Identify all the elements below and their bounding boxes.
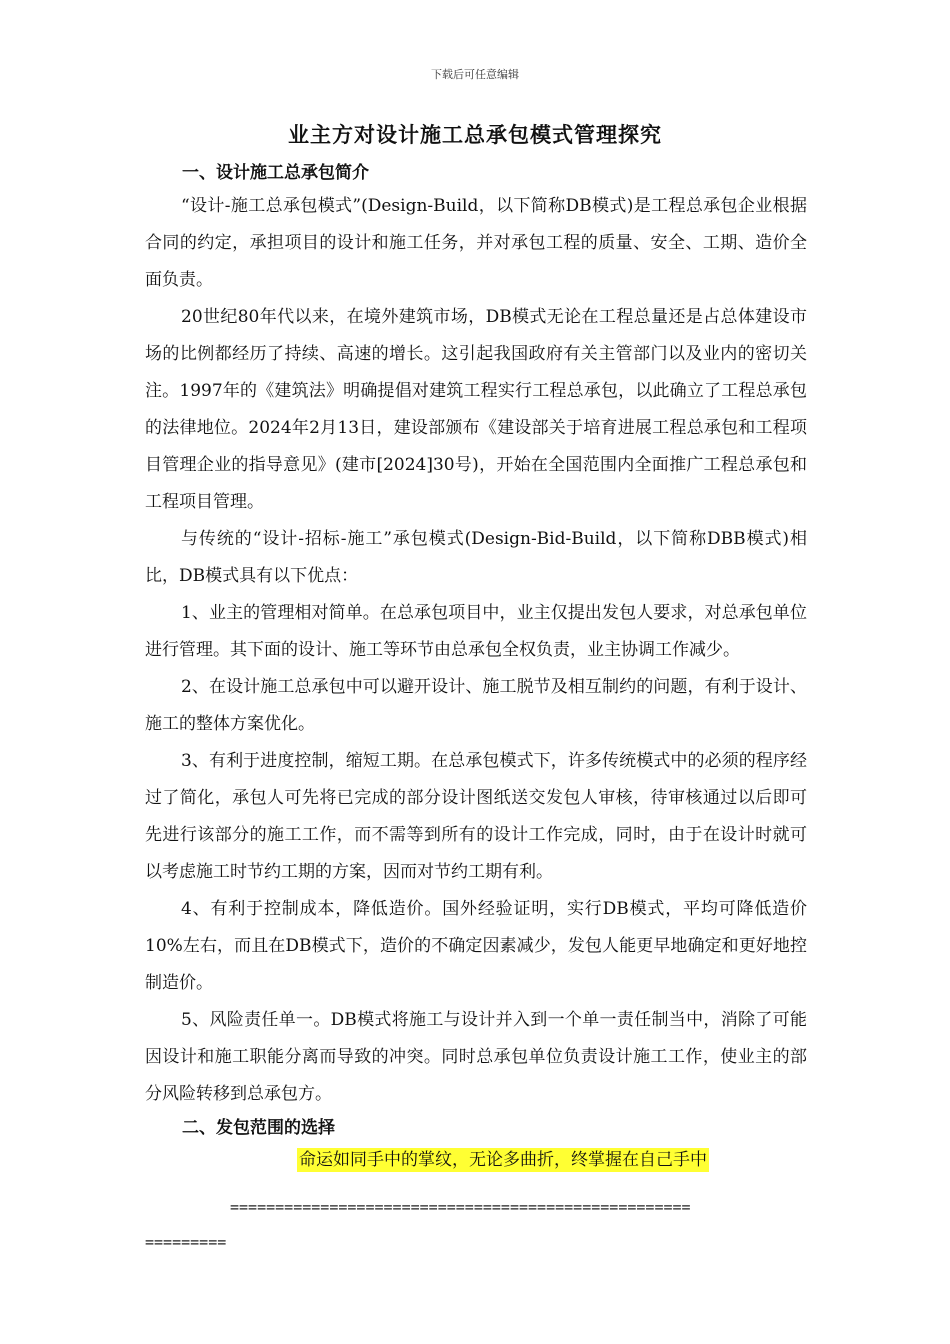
section-heading-2: 二、发包范围的选择 — [182, 1118, 335, 1138]
paragraph-1: “设计-施工总承包模式”(Design-Build，以下简称DB模式)是工程总承包企业根据合同的约定，承担项目的设计和施工任务，并对承包工程的质量、安全、工期、造价全面负责。 — [145, 196, 807, 290]
separator-line-1: =================================================== — [230, 1198, 691, 1216]
paragraph-7: 4、有利于控制成本，降低造价。国外经验证明，实行DB模式，平均可降低造价10%左右，而且在DB模式下，造价的不确定因素减少，发包人能更早地确定和更好地控制造价。 — [145, 899, 807, 993]
paragraph-6: 3、有利于进度控制，缩短工期。在总承包模式下，许多传统模式中的必须的程序经过了简化，承包人可先将已完成的部分设计图纸送交发包人审核，待审核通过以后即可先进行该部分的施工工作，而不需等到所有的设计工作完成，同时，由于在设计时就可以考虑施工时节约工期的方案，因而对节约工期有利。 — [145, 751, 807, 882]
paragraph-8: 5、风险责任单一。DB模式将施工与设计并入到一个单一责任制当中，消除了可能因设计和施工职能分离而导致的冲突。同时总承包单位负责设计施工工作，使业主的部分风险转移到总承包方。 — [145, 1010, 807, 1104]
section-heading-1: 一、设计施工总承包简介 — [182, 163, 369, 183]
paragraph-5: 2、在设计施工总承包中可以避开设计、施工脱节及相互制约的问题，有利于设计、施工的整体方案优化。 — [145, 677, 807, 734]
highlighted-motto: 命运如同手中的掌纹，无论多曲折，终掌握在自己手中 — [299, 1150, 707, 1170]
separator-line-2: ========= — [145, 1233, 227, 1251]
page-header: 下载后可任意编辑 — [431, 68, 519, 81]
motto-line — [145, 1145, 807, 1175]
paragraph-3: 与传统的“设计-招标-施工”承包模式(Design-Bid-Build，以下简称DBB模式)相比，DB模式具有以下优点： — [145, 529, 807, 586]
paragraph-2: 20世纪80年代以来，在境外建筑市场，DB模式无论在工程总量还是占总体建设市场的比例都经历了持续、高速的增长。这引起我国政府有关主管部门以及业内的密切关注。1997年的《建筑法》明确提倡对建筑工程实行工程总承包，以此确立了工程总承包的法律地位。2024年2月13日，建设部颁布《建设部关于培育进展工程总承包和工程项目管理企业的指导意见》(建市[2024]30号)，开始在全国范围内全面推广工程总承包和工程项目管理。 — [145, 307, 807, 512]
document-body — [145, 158, 807, 1175]
paragraph-4: 1、业主的管理相对简单。在总承包项目中，业主仅提出发包人要求，对总承包单位进行管理。其下面的设计、施工等环节由总承包全权负责，业主协调工作减少。 — [145, 603, 807, 660]
document-title: 业主方对设计施工总承包模式管理探究 — [288, 122, 662, 147]
